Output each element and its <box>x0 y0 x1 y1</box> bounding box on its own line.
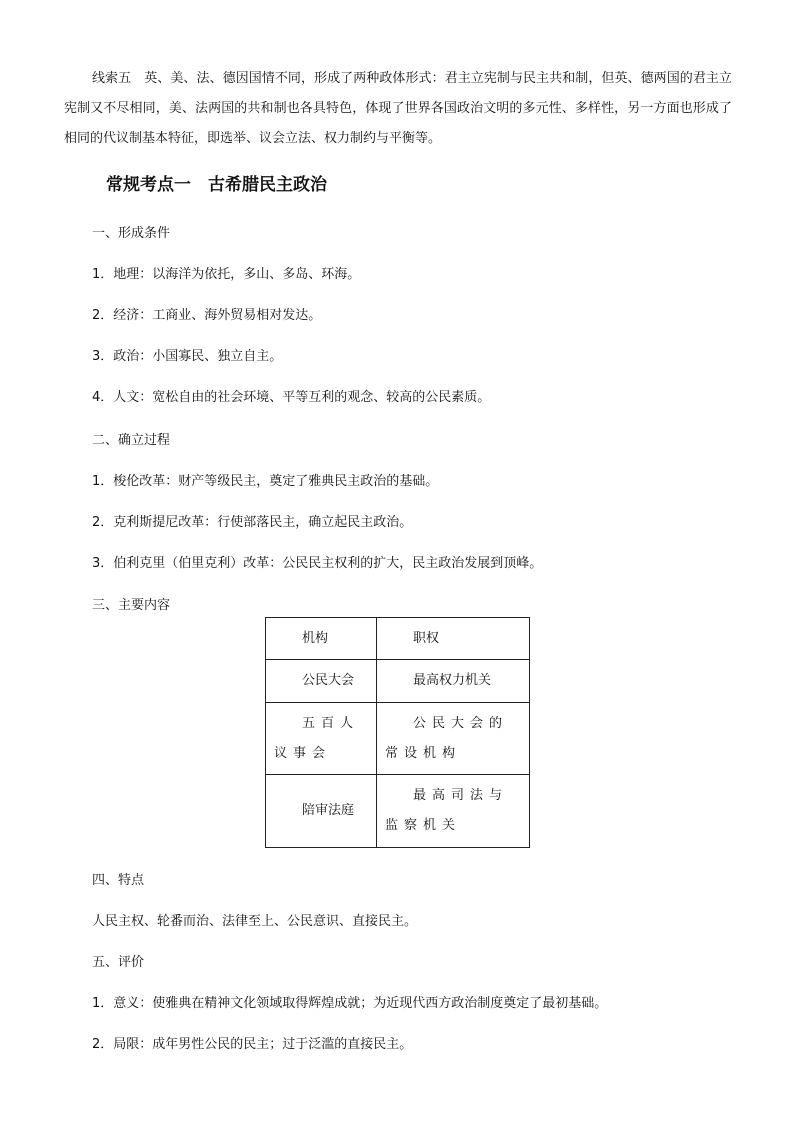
condition-item: 2．经济：工商业、海外贸易相对发达。 <box>92 308 322 323</box>
evaluation-item: 2．局限：成年男性公民的民主；过于泛滥的直接民主。 <box>92 1037 413 1052</box>
table-cell: 五百人议事会 <box>266 703 377 775</box>
condition-item: 1．地理：以海洋为依托，多山、多岛、环海。 <box>92 267 361 282</box>
table-cell: 最高权力机关 <box>377 660 530 703</box>
intro-paragraph: 线索五 英、美、法、德因国情不同，形成了两种政体形式：君主立宪制与民主共和制，但英、德两国的君主立宪制又不尽相同，美、法两国的共和制也各具特色，体现了世界各国政治文明的多元性、多样性，另一方面也形成了相同的代议制基本特征，即选举、议会立法、权力制约与平衡等。 <box>64 71 732 146</box>
process-item: 1．梭伦改革：财产等级民主，奠定了雅典民主政治的基础。 <box>92 474 439 489</box>
condition-item: 4．人文：宽松自由的社会环境、平等互利的观念、较高的公民素质。 <box>92 390 491 405</box>
table-row <box>266 660 530 703</box>
institutions-table <box>265 617 530 848</box>
heading-features: 四、特点 <box>92 873 145 888</box>
table-row <box>266 703 530 775</box>
table-header-cell: 职权 <box>377 618 530 660</box>
table-cell: 公民大会 <box>266 660 377 703</box>
table-cell: 陪审法庭 <box>266 775 377 848</box>
table-row <box>266 775 530 848</box>
process-item: 2．克利斯提尼改革：行使部落民主，确立起民主政治。 <box>92 515 413 530</box>
condition-item: 3．政治：小国寡民、独立自主。 <box>92 349 283 364</box>
heading-main-content: 三、主要内容 <box>92 598 171 613</box>
heading-formation-conditions: 一、形成条件 <box>92 226 171 241</box>
table-cell: 公民大会的常设机构 <box>377 703 530 775</box>
features-text: 人民主权、轮番而治、法律至上、公民意识、直接民主。 <box>92 914 418 929</box>
section-title: 常规考点一 古希腊民主政治 <box>106 175 327 195</box>
process-item: 3．伯利克里（伯里克利）改革：公民民主权利的扩大，民主政治发展到顶峰。 <box>92 556 543 571</box>
heading-evaluation: 五、评价 <box>92 955 145 970</box>
table-header-cell: 机构 <box>266 618 377 660</box>
heading-establishment-process: 二、确立过程 <box>92 433 171 448</box>
table-header-row <box>266 618 530 660</box>
table-cell: 最高司法与监察机关 <box>377 775 530 848</box>
evaluation-item: 1．意义：使雅典在精神文化领域取得辉煌成就；为近现代西方政治制度奠定了最初基础。 <box>92 996 608 1011</box>
